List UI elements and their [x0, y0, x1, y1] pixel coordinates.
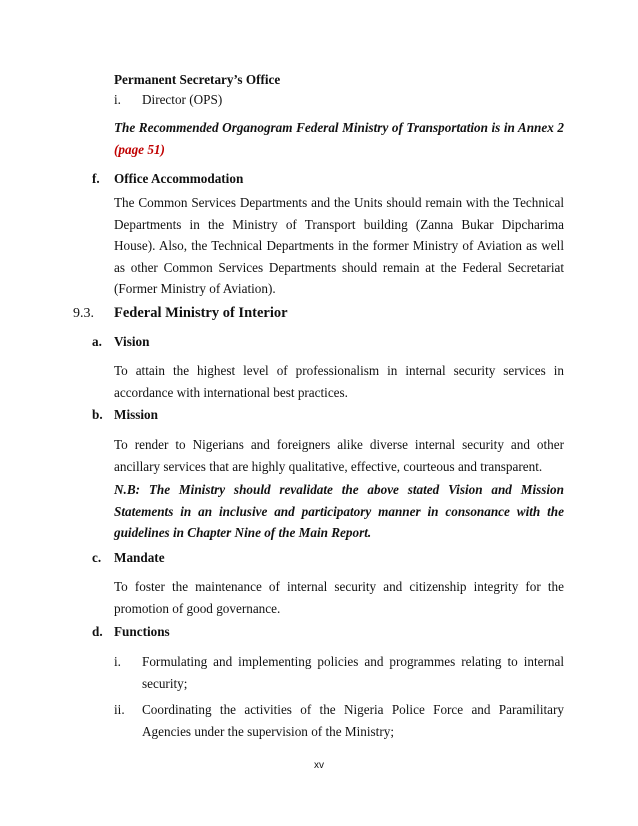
pss-heading: Permanent Secretary’s Office — [114, 72, 281, 87]
page-number: xv — [314, 760, 324, 771]
organogram-note — [114, 117, 564, 160]
office-letter: f. — [92, 171, 100, 186]
vision-letter: a. — [92, 334, 102, 349]
mandate-paragraph: To foster the maintenance of internal security and citizenship integrity for the promotion of good governance. — [114, 579, 564, 616]
organogram-page-ref: (page 51) — [114, 141, 165, 157]
function-item-text: Formulating and implementing policies and programmes relating to internal security; — [142, 654, 564, 691]
mandate-letter: c. — [92, 550, 102, 565]
function-item-number: ii. — [114, 702, 125, 717]
mission-note: N.B: The Ministry should revalidate the above stated Vision and Mission Statements in an inclusive and participatory manner in consonance with the guidelines in Chapter Nine of the Main Report. — [114, 482, 564, 540]
section-number: 9.3. — [73, 306, 94, 321]
pss-item-number: i. — [114, 92, 121, 107]
mission-letter: b. — [92, 407, 103, 422]
vision-heading: Vision — [114, 334, 150, 349]
vision-paragraph: To attain the highest level of professionalism in internal security services in accordance with international best practices. — [114, 363, 564, 400]
functions-heading: Functions — [114, 624, 170, 639]
organogram-text: The Recommended Organogram Federal Ministry of Transportation is in Annex 2 — [114, 120, 564, 135]
mission-paragraph: To render to Nigerians and foreigners alike diverse internal security and other ancillary services that are highly qualitative, effective, courteous and transparent. — [114, 437, 564, 474]
office-heading: Office Accommodation — [114, 171, 244, 186]
section-title: Federal Ministry of Interior — [114, 305, 288, 321]
mission-heading: Mission — [114, 407, 158, 422]
pss-item-text: Director (OPS) — [142, 92, 223, 107]
function-item-text: Coordinating the activities of the Nigeria Police Force and Paramilitary Agencies under the supervision of the Ministry; — [142, 702, 564, 739]
office-paragraph: The Common Services Departments and the Units should remain with the Technical Departments in the Ministry of Transport building (Zanna Bukar Dipcharima House). Also, the Technical Departments in the former Ministry of Aviation as well as other Common Services Departments should remain at the Federal Secretariat (Former Ministry of Aviation). — [114, 195, 564, 296]
functions-letter: d. — [92, 624, 103, 639]
mandate-heading: Mandate — [114, 550, 165, 565]
function-item-number: i. — [114, 654, 121, 669]
